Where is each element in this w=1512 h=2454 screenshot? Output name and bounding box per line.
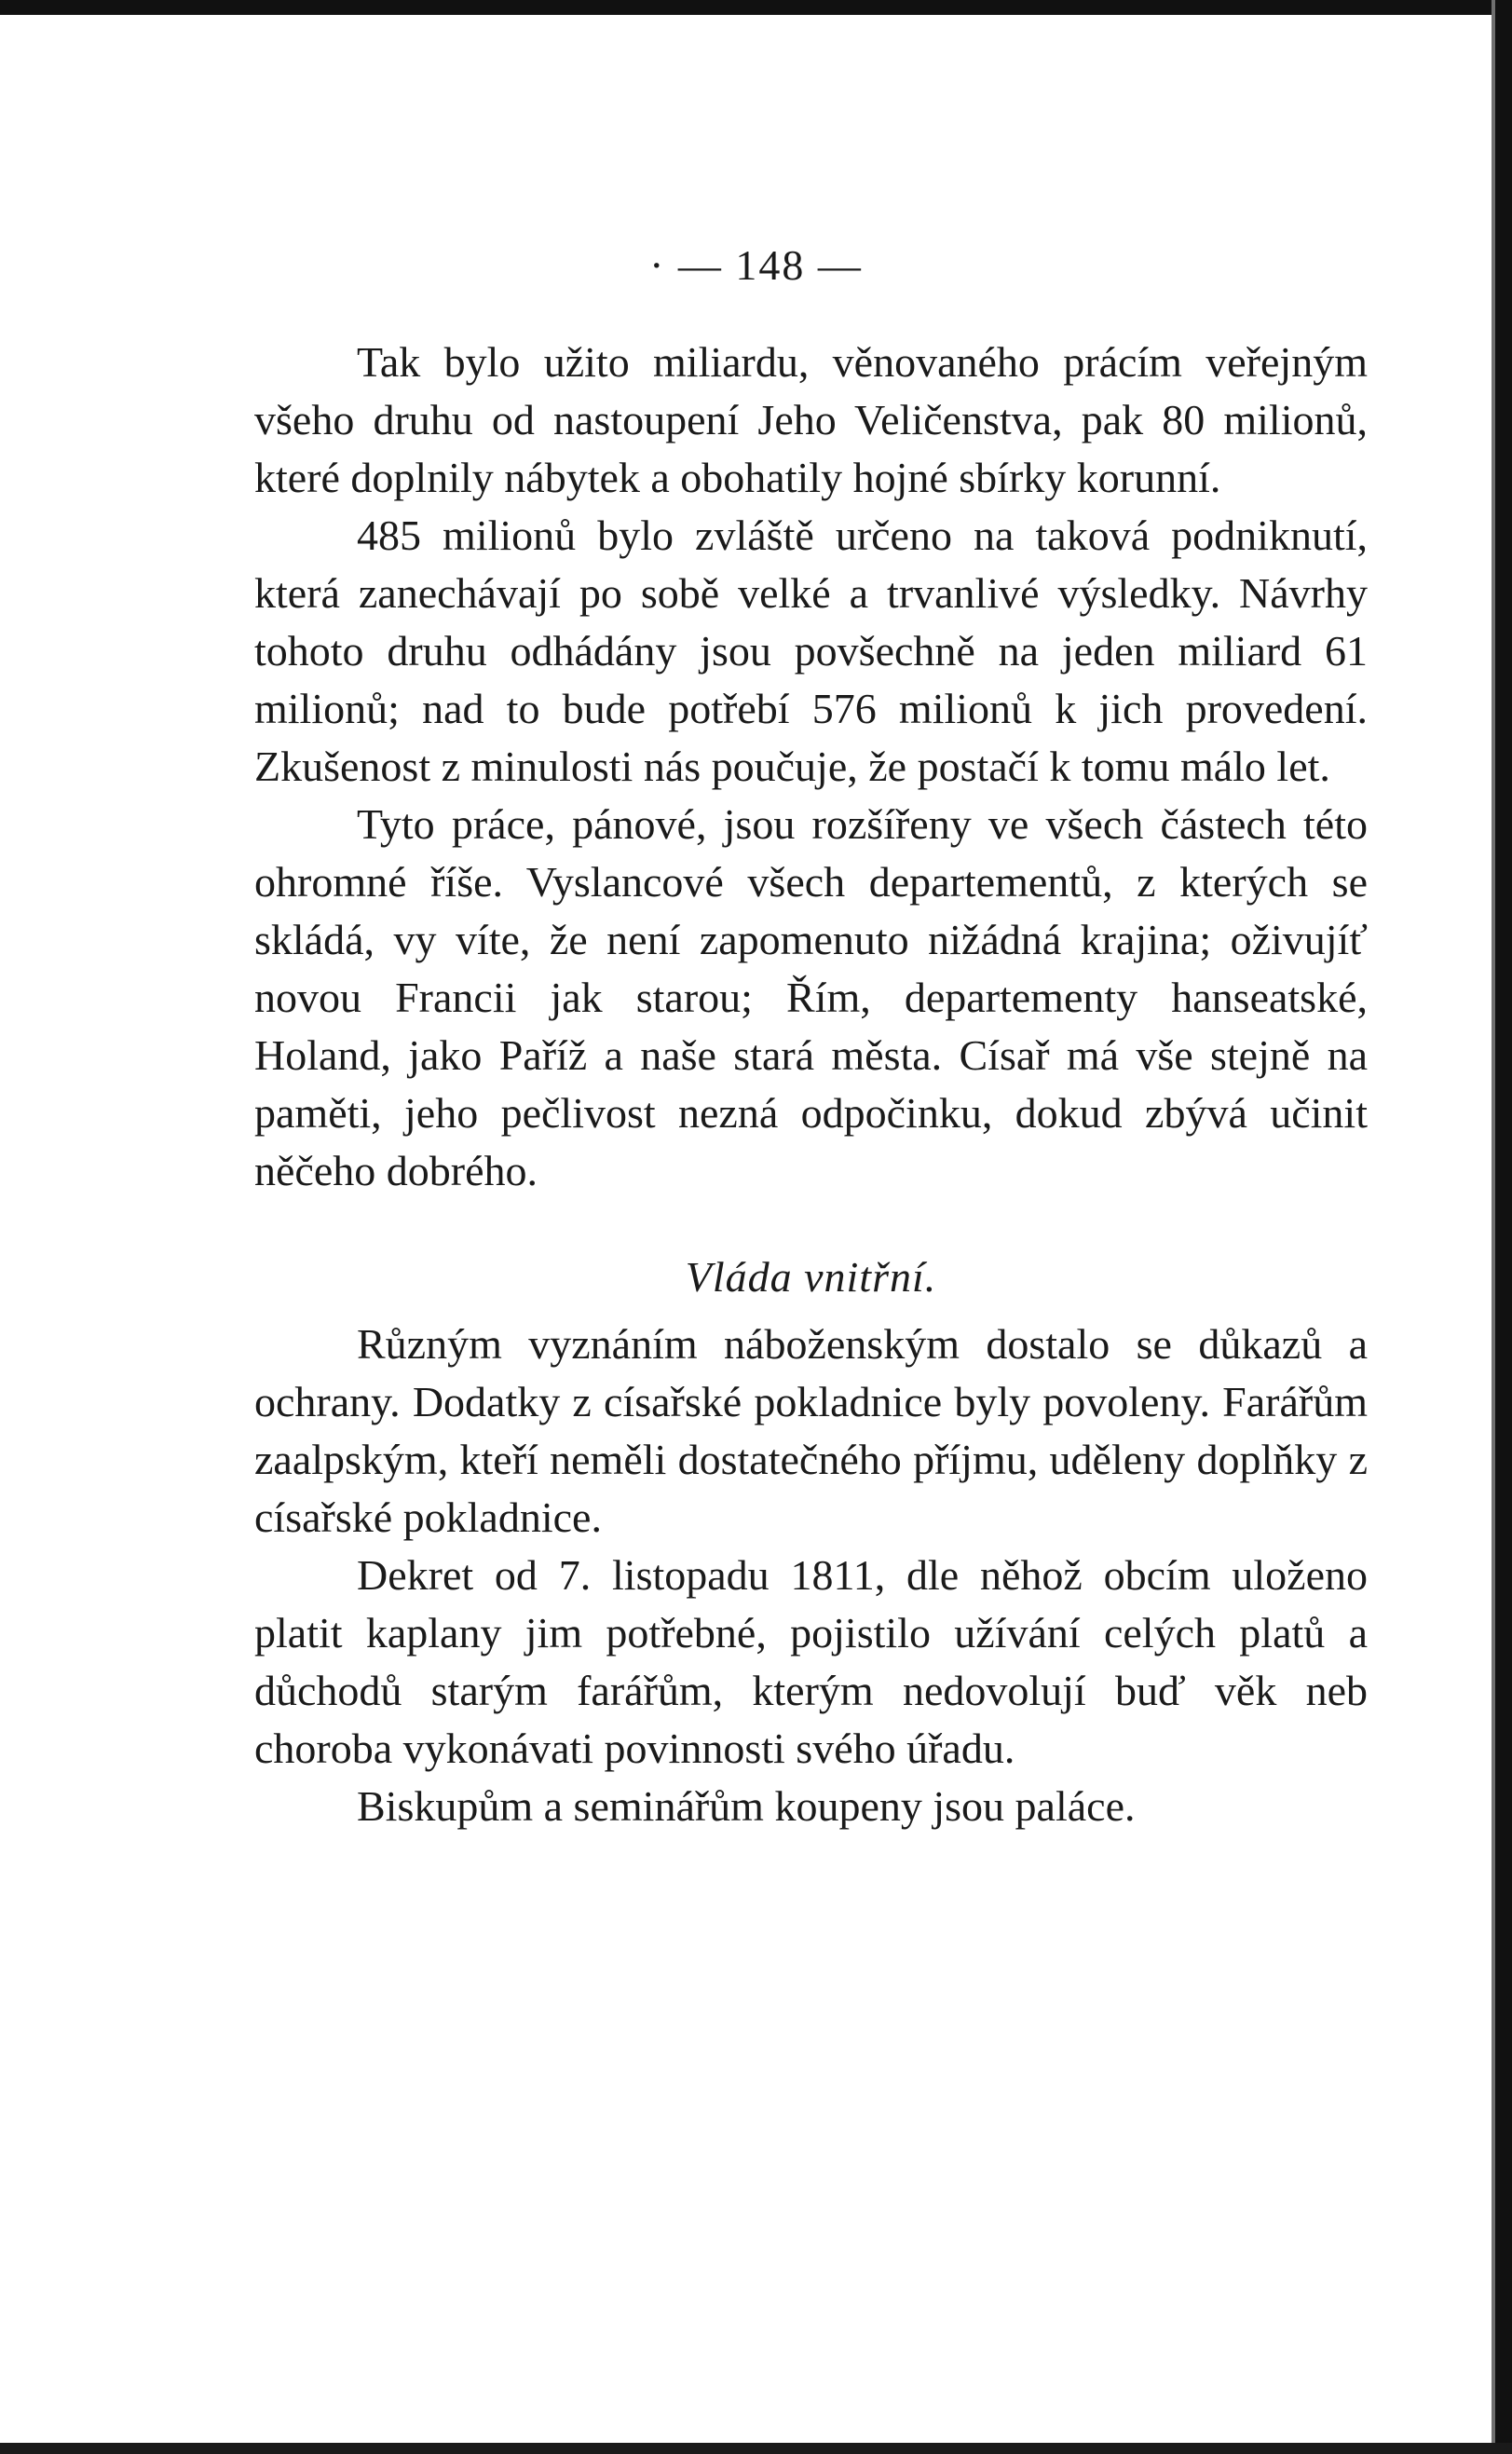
scan-border-bottom	[0, 2443, 1512, 2454]
scan-border-top	[0, 0, 1512, 15]
page-body	[254, 334, 1368, 1835]
section-paragraph-2: Dekret od 7. listopadu 1811, dle něhož obcím uloženo platit kaplany jim potřebné, pojistilo užívání celých platů a důchodů starým farářům, kterým nedovolují buď věk neb choroba vykonávati povinnosti svého úřadu.	[254, 1551, 1368, 1772]
page-number: · — 148 —	[649, 241, 863, 289]
section-paragraph-3: Biskupům a seminářům koupeny jsou paláce.	[357, 1782, 1136, 1830]
paragraph-2: 485 milionů bylo zvláště určeno na taková podniknutí, která zanechávají po sobě velké a trvanlivé výsledky. Návrhy tohoto druhu odhádány jsou povšechně na jeden miliard 61 milionů; nad to bude potřebí 576 milionů k jich provedení. Zkušenost z minulosti nás poučuje, že postačí k tomu málo let.	[254, 511, 1368, 790]
paragraph-3: Tyto práce, pánové, jsou rozšířeny ve všech částech této ohromné říše. Vyslancové všech departementů, z kterých se skládá, vy víte, že není zapomenuto nižádná krajina; oživujíť novou Francii jak starou; Řím, departementy hanseatské, Holand, jako Paříž a naše stará města. Císař má vše stejně na paměti, jeho pečlivost nezná odpočinku, dokud zbývá učinit něčeho dobrého.	[254, 800, 1368, 1194]
scan-border-right	[1495, 0, 1512, 2454]
paragraph-1: Tak bylo užito miliardu, věnovaného prácím veřejným všeho druhu od nastoupení Jeho Veličenstva, pak 80 milionů, které doplnily nábytek a obohatily hojné sbírky korunní.	[254, 338, 1368, 501]
section-heading: Vláda vnitřní.	[685, 1253, 937, 1301]
section-paragraph-1: Různým vyznáním náboženským dostalo se důkazů a ochrany. Dodatky z císařské pokladnice byly povoleny. Farářům zaalpským, kteří neměli dostatečného příjmu, uděleny doplňky z císařské pokladnice.	[254, 1320, 1368, 1541]
